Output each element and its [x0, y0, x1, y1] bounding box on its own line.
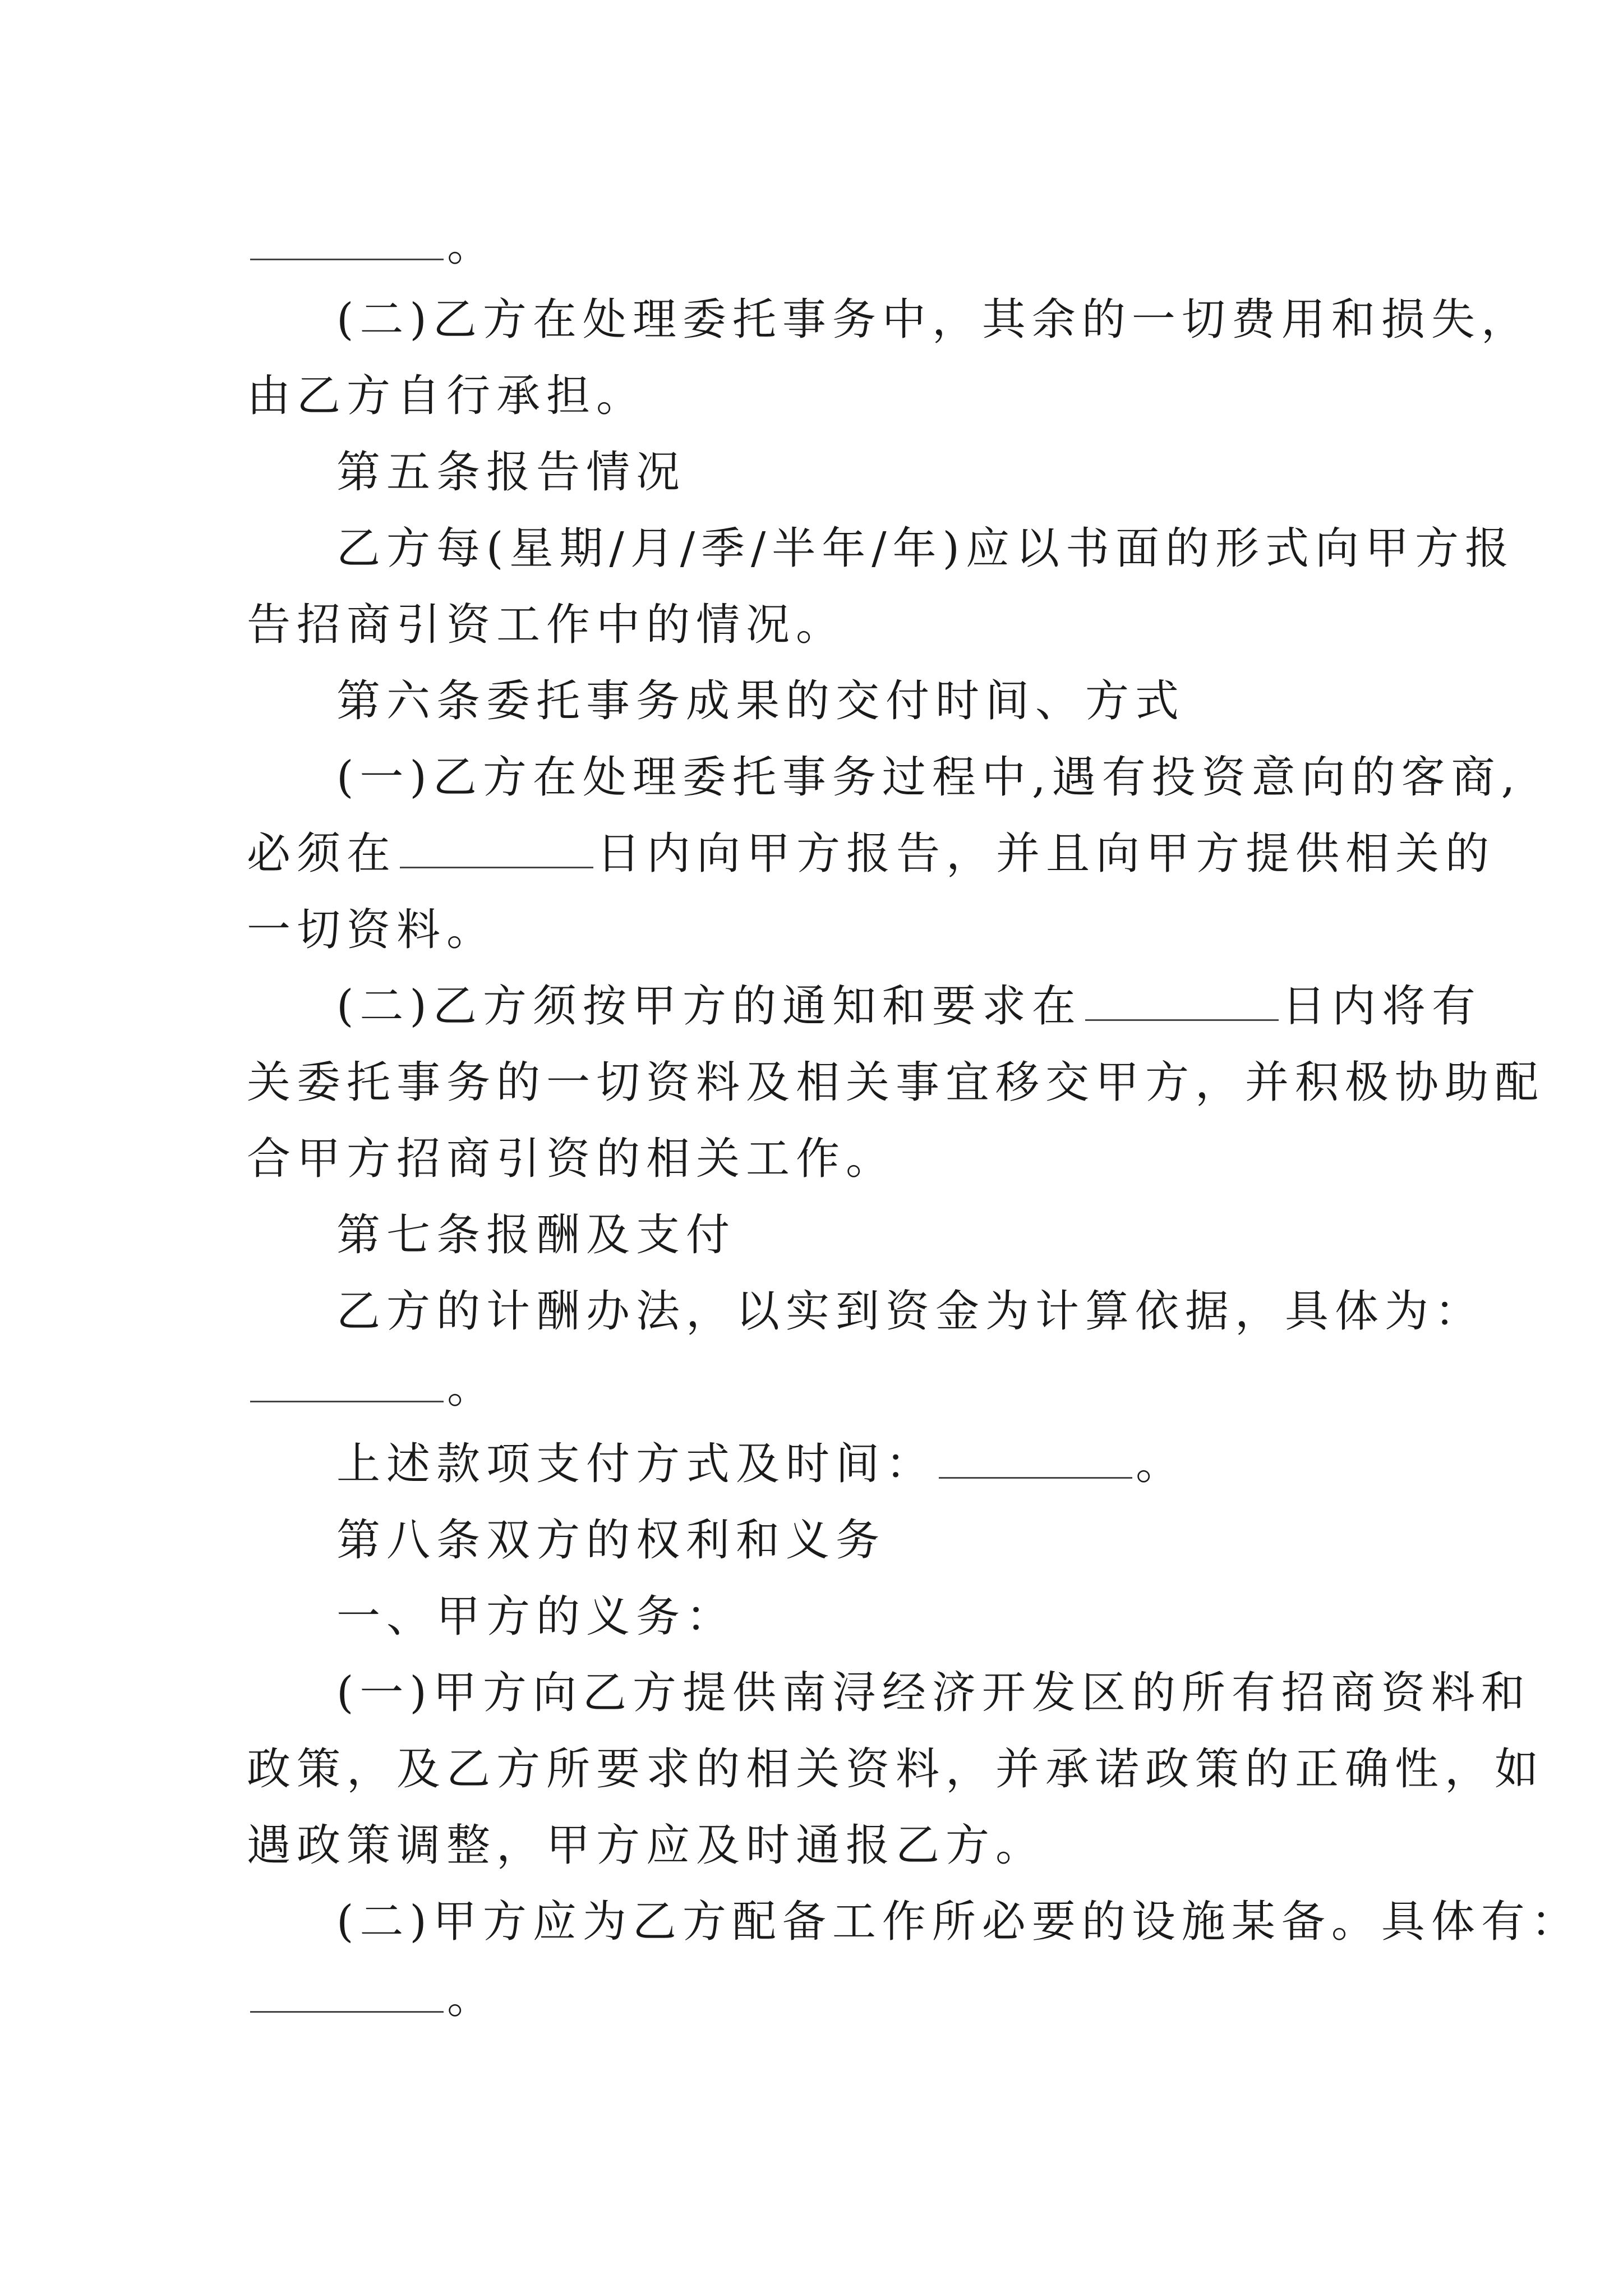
- text-line: (二)乙方在处理委托事务中，其余的一切费用和损失，: [336, 295, 1531, 345]
- text-segment: 。: [447, 220, 497, 271]
- text-line: 政策，及乙方所要求的相关资料，并承诺政策的正确性，如: [247, 1744, 1545, 1795]
- text-segment: 上述款项支付方式及时间：: [336, 1439, 936, 1489]
- text-line: (二)甲方应为乙方配备工作所必要的设施某备。具体有：: [336, 1897, 1581, 1947]
- text-line: [247, 1970, 497, 2026]
- text-segment: 。: [447, 1363, 497, 1413]
- text-line: 关委托事务的一切资料及相关事宜移交甲方，并积极协助配: [247, 1057, 1545, 1108]
- text-line: 乙方的计酬办法，以实到资金为计算依据，具体为：: [336, 1286, 1485, 1337]
- fill-blank: [250, 1977, 444, 2013]
- text-segment: 。: [1136, 1439, 1186, 1489]
- section-heading: 第七条报酬及支付: [336, 1210, 736, 1260]
- text-segment: 日内将有: [1281, 981, 1482, 1032]
- text-segment: 。: [447, 1973, 497, 2023]
- fill-blank: [250, 225, 444, 260]
- text-segment: 日内向甲方报告，并且向甲方提供相关的: [597, 829, 1496, 879]
- section-heading: 第八条双方的权利和义务: [336, 1515, 886, 1566]
- text-line: 由乙方自行承担。: [247, 371, 647, 421]
- section-heading: 第六条委托事务成果的交付时间、方式: [336, 676, 1186, 726]
- text-line: (一)乙方在处理委托事务过程中,遇有投资意向的客商,: [336, 752, 1521, 803]
- text-line: 告招商引资工作中的情况。: [247, 600, 846, 650]
- text-line: [247, 1360, 497, 1416]
- text-line: 合甲方招商引资的相关工作。: [247, 1134, 896, 1184]
- text-line: [247, 218, 497, 274]
- text-line: [247, 826, 1495, 882]
- fill-blank: [939, 1443, 1132, 1479]
- text-line: 遇政策调整，甲方应及时通报乙方。: [247, 1820, 1046, 1871]
- subheading: 一、甲方的义务：: [336, 1591, 736, 1642]
- fill-blank: [250, 1367, 444, 1402]
- text-segment: (二)乙方须按甲方的通知和要求在: [336, 981, 1082, 1032]
- text-line: 一切资料。: [247, 905, 497, 955]
- fill-blank: [400, 833, 593, 868]
- document-page: [247, 0, 1581, 2296]
- text-line: 乙方每(星期/月/季/半年/年)应以书面的形式向甲方报: [336, 523, 1515, 574]
- text-line: [336, 978, 1482, 1034]
- text-line: (一)甲方向乙方提供南浔经济开发区的所有招商资料和: [336, 1668, 1531, 1718]
- text-segment: 必须在: [247, 829, 397, 879]
- text-line: [336, 1436, 1186, 1492]
- section-heading: 第五条报告情况: [336, 447, 686, 498]
- fill-blank: [1085, 986, 1279, 1021]
